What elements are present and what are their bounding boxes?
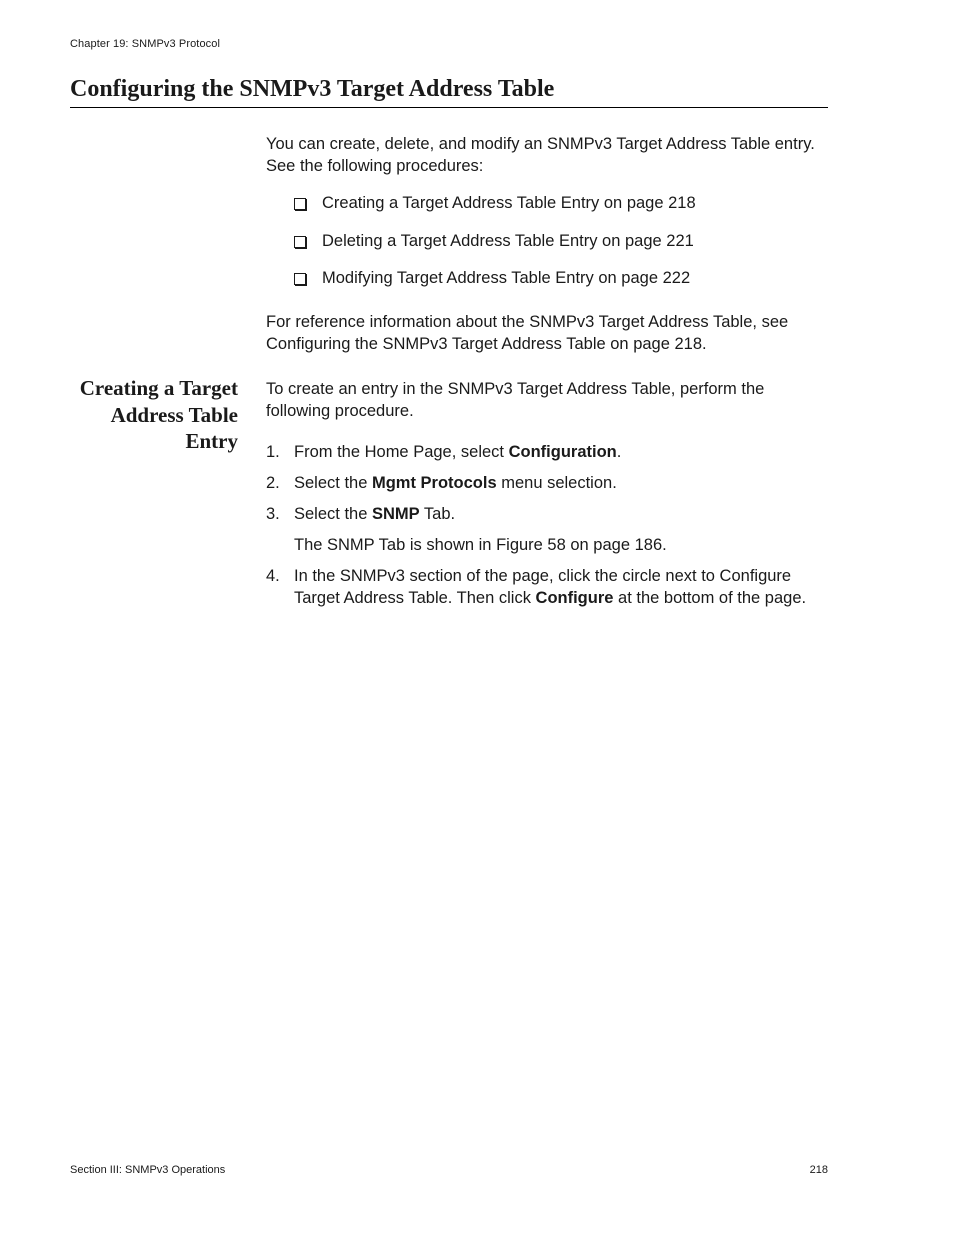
procedure-link-delete[interactable] — [294, 232, 694, 251]
step-number: 4. — [266, 567, 280, 585]
running-header: Chapter 19: SNMPv3 Protocol — [70, 38, 221, 50]
ui-term: Mgmt Protocols — [371, 474, 497, 492]
section-intro: You can create, delete, and modify an SNMPv3 Target Address Table entry. See the following procedures: — [266, 135, 815, 175]
reference-paragraph: For reference information about the SNMPv3 Target Address Table, see Configuring the SNMPv3 Target Address Table on page 218. — [266, 313, 789, 353]
checkbox-icon — [294, 273, 306, 285]
procedure-link-modify[interactable] — [294, 269, 690, 288]
checkbox-icon — [294, 236, 306, 248]
subsection-heading-line: Entry — [185, 429, 238, 453]
step-note: The SNMP Tab is shown in Figure 58 on page 186. — [294, 536, 667, 554]
subsection-heading-line: Address Table — [110, 402, 238, 427]
procedure-link-label: Modifying Target Address Table Entry on page 222 — [322, 269, 691, 287]
step-text: In the SNMPv3 section of the page, click the circle next to Configure Target Address Table. Then click Configure at the bottom of the page. — [294, 567, 807, 607]
step-number: 2. — [266, 474, 280, 492]
procedure-link-label: Creating a Target Address Table Entry on page 218 — [322, 194, 696, 212]
subsection-heading — [60, 375, 238, 455]
subsection-intro: To create an entry in the SNMPv3 Target Address Table, perform the following procedure. — [266, 380, 765, 420]
section-title: Configuring the SNMPv3 Target Address Table — [70, 76, 828, 108]
step-text: From the Home Page, select Configuration. — [294, 443, 622, 461]
ui-term: Configuration — [508, 443, 617, 461]
step-number: 1. — [266, 443, 280, 461]
step-number: 3. — [266, 505, 280, 523]
step-text: Select the Mgmt Protocols menu selection. — [294, 474, 617, 492]
subsection-heading-line: Creating a Target — [79, 376, 238, 400]
procedure-link-create[interactable] — [294, 194, 696, 213]
footer-section-label: Section III: SNMPv3 Operations — [70, 1164, 226, 1176]
step-text: Select the SNMP Tab. — [294, 505, 456, 523]
page-number: 218 — [809, 1164, 828, 1176]
checkbox-icon — [294, 198, 306, 210]
ui-term: SNMP — [371, 505, 420, 523]
ui-term: Configure — [535, 589, 614, 607]
procedure-link-label: Deleting a Target Address Table Entry on page 221 — [322, 232, 694, 250]
